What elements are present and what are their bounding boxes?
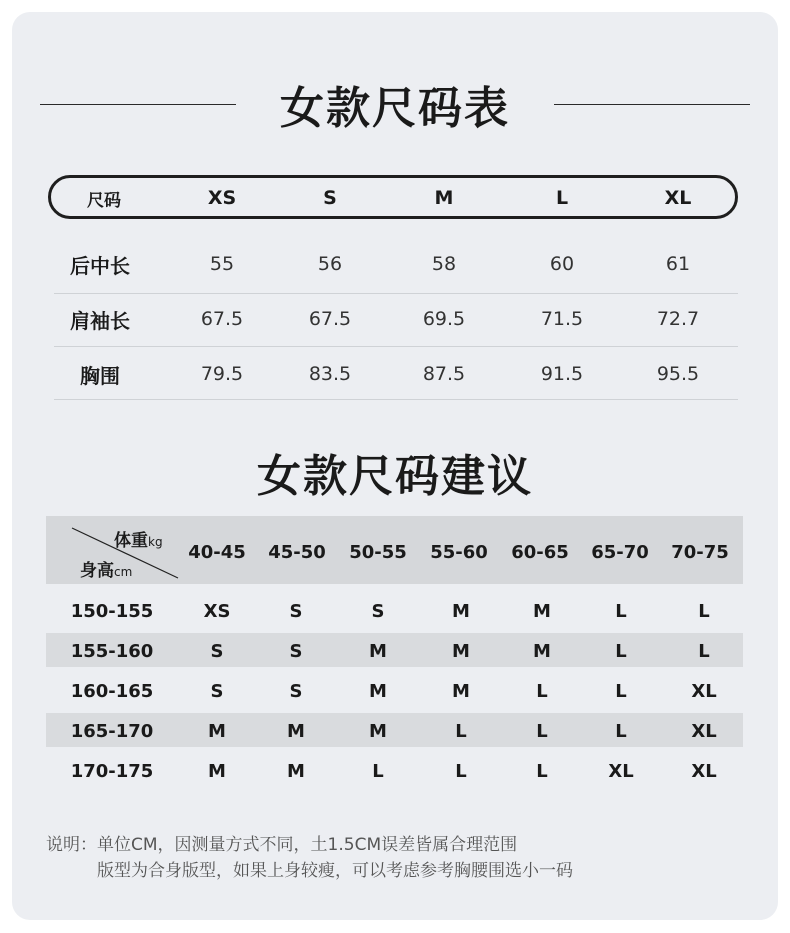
size-cell: L (615, 680, 627, 702)
size-header-l: L (555, 187, 569, 209)
title-divider-left (40, 104, 236, 105)
size-value: 55 (209, 253, 235, 275)
height-text: 身高 (80, 561, 114, 581)
size-chart-header (48, 175, 738, 219)
size-cell: S (289, 600, 303, 622)
weight-header: 70-75 (671, 541, 729, 563)
size-cell: L (536, 760, 548, 782)
weight-unit: kg (148, 535, 163, 549)
size-row-label: 后中长 (70, 253, 130, 278)
size-cell: M (208, 720, 226, 742)
size-cell: L (698, 640, 710, 662)
height-range: 165-170 (70, 720, 154, 742)
size-cell: S (210, 640, 224, 662)
size-chart-title-row (0, 72, 790, 136)
note-line-2-text: 版型为合身版型，如果上身较瘦，可以考虑参考胸腰围选小一码 (97, 861, 573, 881)
row-divider (54, 399, 738, 400)
weight-header: 50-55 (349, 541, 407, 563)
weight-header: 60-65 (511, 541, 569, 563)
weight-header: 55-60 (430, 541, 488, 563)
size-value: 79.5 (200, 363, 244, 385)
size-row-label: 肩袖长 (70, 308, 130, 333)
corner-cell (46, 516, 186, 584)
height-range: 150-155 (70, 600, 154, 622)
size-value: 91.5 (540, 363, 584, 385)
height-range: 155-160 (70, 640, 154, 662)
size-cell: L (455, 720, 467, 742)
size-value: 95.5 (656, 363, 700, 385)
size-cell: M (452, 640, 470, 662)
size-value: 60 (549, 253, 575, 275)
size-cell: M (369, 720, 387, 742)
size-cell: L (536, 720, 548, 742)
title-divider-right (554, 104, 750, 105)
size-cell: S (210, 680, 224, 702)
size-value: 71.5 (540, 308, 584, 330)
size-cell: XL (608, 760, 634, 782)
size-cell: M (533, 640, 551, 662)
row-divider (54, 293, 738, 294)
size-header-label: 尺码 (87, 190, 121, 211)
size-cell: M (287, 760, 305, 782)
size-cell: M (369, 640, 387, 662)
size-value: 83.5 (308, 363, 352, 385)
weight-label (114, 526, 163, 551)
size-row-label: 胸围 (80, 363, 120, 388)
size-header-xl: XL (664, 187, 692, 209)
size-cell: XS (203, 600, 231, 622)
size-value: 67.5 (200, 308, 244, 330)
size-cell: M (452, 680, 470, 702)
size-cell: XL (691, 680, 717, 702)
size-cell: M (369, 680, 387, 702)
weight-header: 45-50 (268, 541, 326, 563)
size-value: 61 (665, 253, 691, 275)
size-cell: L (698, 600, 710, 622)
size-cell: S (289, 680, 303, 702)
size-cell: M (452, 600, 470, 622)
row-divider (54, 346, 738, 347)
size-cell: L (615, 720, 627, 742)
size-value: 58 (431, 253, 457, 275)
size-cell: L (372, 760, 384, 782)
size-cell: S (371, 600, 385, 622)
size-value: 56 (317, 253, 343, 275)
note-line-2 (46, 856, 573, 881)
size-cell: XL (691, 760, 717, 782)
recommendation-title-row (0, 440, 790, 504)
size-value: 69.5 (422, 308, 466, 330)
size-chart-title: 女款尺码表 (280, 83, 510, 134)
size-cell: XL (691, 720, 717, 742)
size-cell: S (289, 640, 303, 662)
size-cell: M (287, 720, 305, 742)
size-header-xs: XS (207, 187, 237, 209)
recommendation-title: 女款尺码建议 (257, 451, 533, 502)
size-header-s: S (323, 187, 337, 209)
size-cell: L (615, 600, 627, 622)
weight-header: 65-70 (591, 541, 649, 563)
weight-header: 40-45 (188, 541, 246, 563)
size-cell: M (208, 760, 226, 782)
note-line-1: 说明：单位CM，因测量方式不同，土1.5CM误差皆属合理范围 (46, 835, 518, 855)
size-value: 67.5 (308, 308, 352, 330)
size-value: 72.7 (656, 308, 700, 330)
height-unit: cm (114, 565, 133, 579)
size-cell: L (615, 640, 627, 662)
size-value: 87.5 (422, 363, 466, 385)
height-label (80, 556, 132, 581)
height-range: 160-165 (70, 680, 154, 702)
size-cell: L (455, 760, 467, 782)
size-header-m: M (434, 187, 454, 209)
size-cell: M (533, 600, 551, 622)
size-cell: L (536, 680, 548, 702)
weight-text: 体重 (114, 531, 148, 551)
height-range: 170-175 (70, 760, 154, 782)
